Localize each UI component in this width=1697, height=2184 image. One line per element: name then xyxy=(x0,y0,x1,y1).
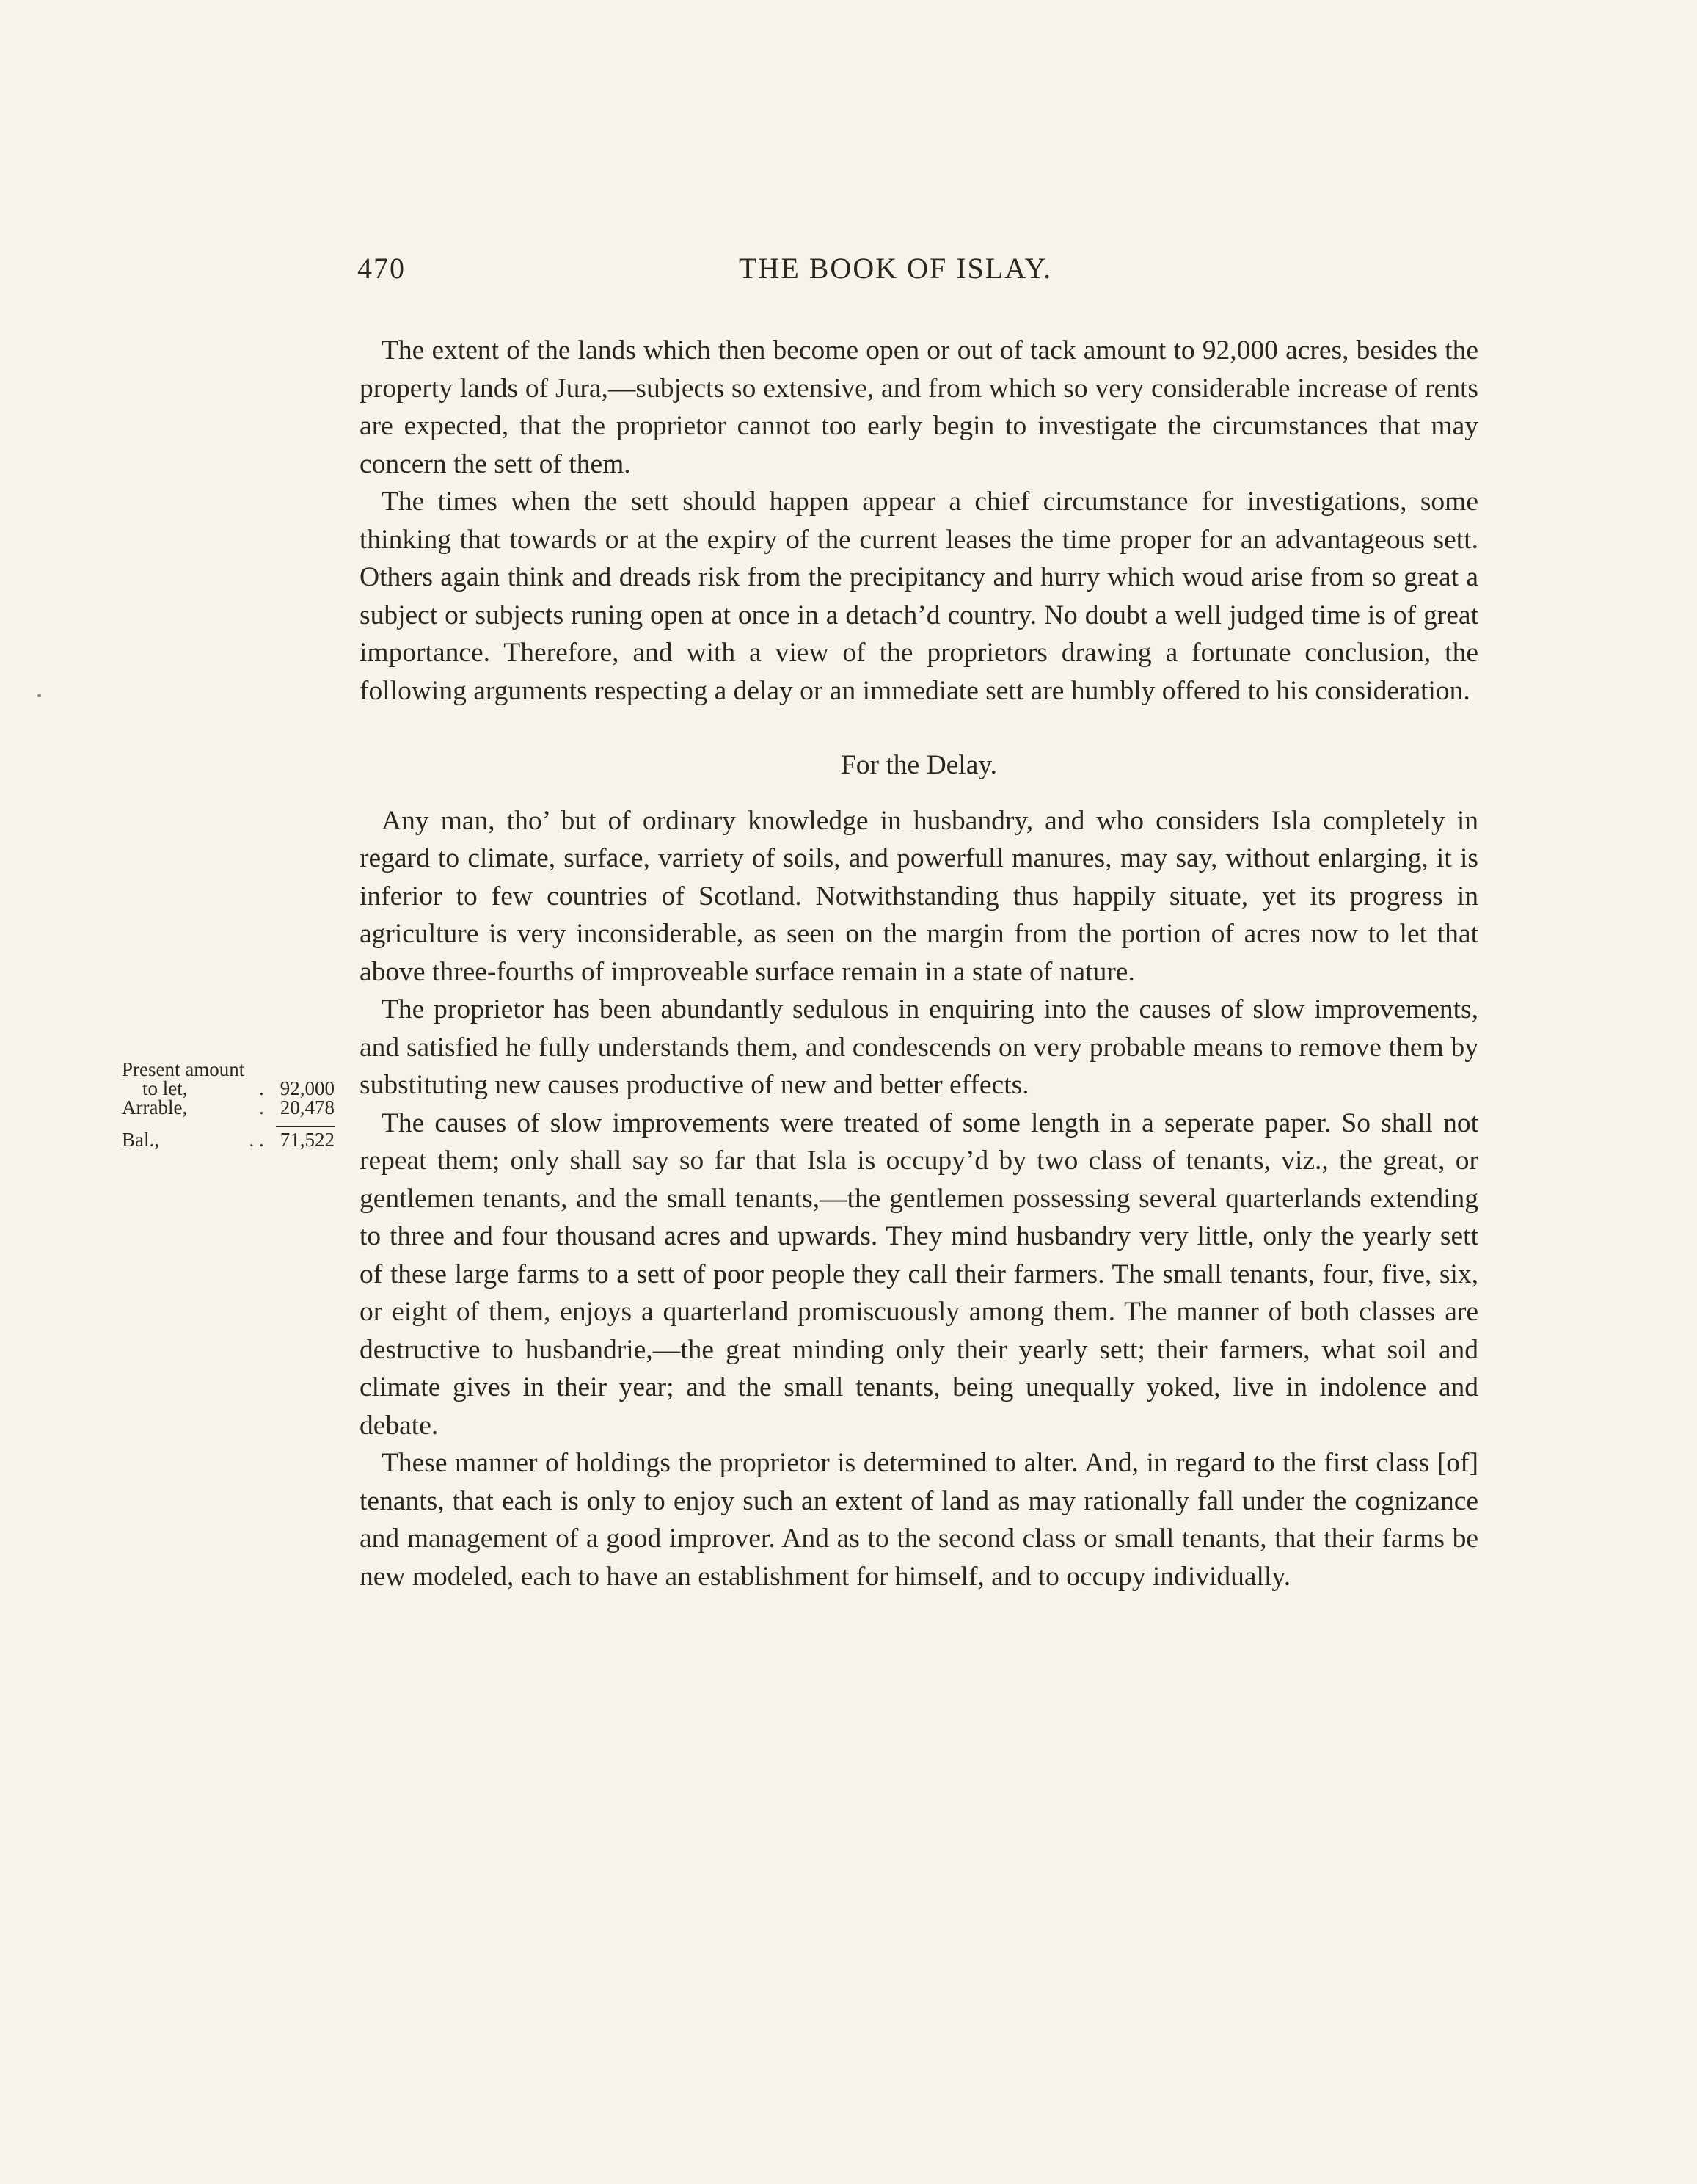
margin-note-row xyxy=(122,1079,335,1098)
paragraph: The times when the sett should happen appear a chief circumstance for investigations, some thinking that towards or at the expiry of the current leases the time proper for an advantageous sett. Others again think and dreads risk from the precipitancy and hurry which woud arise from so great a subject or subjects runing open at once in a detach’d country. No doubt a well judged time is of great importance. Therefore, and with a view of the proprietors drawing a fortunate conclusion, the following arguments respecting a delay or an immediate sett are humbly offered to his consideration. xyxy=(360,487,1478,706)
paragraph: The causes of slow improvements were treated of some length in a seperate paper. So shall not repeat them; only shall say so far that Isla is occupy’d by two class of tenants, viz., the great, or gentlemen tenants, and the small tenants,—the gentlemen possessing several quarterlands extending to three and four thousand acres and upwards. They mind husbandry very little, only the yearly sett of these large farms to a sett of poor people they call their farmers. The small tenants, four, five, six, or eight of them, enjoys a quarterland promiscuously among them. The manner of both classes are destructive to husbandrie,—the great minding only their yearly sett; their farmers, what soil and climate gives in their year; and the small tenants, being unequally yoked, live in indolence and debate. xyxy=(360,1107,1478,1441)
margin-note-heading: Present amount xyxy=(122,1058,245,1080)
margin-note-balance xyxy=(122,1130,335,1149)
margin-note-value: 71,522 xyxy=(280,1129,335,1151)
paragraph: These manner of holdings the proprietor is determined to alter. And, in regard to the first class [of] tenants, that each is only to enjoy such an extent of land as may rationally fall under the cognizance and management of a good improver. And as to the second class or small tenants, that their farms be new modeled, each to have an establishment for himself, and to occupy individually. xyxy=(360,1448,1478,1592)
main-text xyxy=(360,332,1478,1595)
margin-mark xyxy=(37,694,41,697)
margin-note-dots: . . xyxy=(249,1129,264,1151)
paragraph: The extent of the lands which then become open or out of tack amount to 92,000 acres, besides the property lands of Jura,—subjects so extensive, and from which so very considerable increase of rents are expected, that the proprietor cannot too early begin to investigate the circumstances that may concern the sett of them. xyxy=(360,335,1478,479)
book-title: THE BOOK OF ISLAY. xyxy=(739,252,1053,285)
margin-note-rule xyxy=(276,1126,335,1127)
margin-note-dots: . xyxy=(259,1096,264,1118)
paragraph: Any man, tho’ but of ordinary knowledge in husbandry, and who considers Isla completely in regard to climate, surface, varriety of soils, and powerfull manures, may say, without enlarging, it is inferior to few countries of Scotland. Notwithstanding thus happily situate, yet its progress in agriculture is very inconsiderable, as seen on the margin from the portion of acres now to let that above three-fourths of improveable surface remain in a state of nature. xyxy=(360,805,1478,987)
running-head xyxy=(357,251,1480,295)
margin-note-label: to let, xyxy=(142,1077,188,1099)
margin-note-label: Bal., xyxy=(122,1129,159,1151)
margin-note-dots: . xyxy=(259,1077,264,1099)
page-number: 470 xyxy=(357,252,406,285)
paragraph: The proprietor has been abundantly sedulous in enquiring into the causes of slow improvements, and satisfied he fully understands them, and condescends on very probable means to remove them by substituting new causes productive of new and better effects. xyxy=(360,994,1478,1100)
section-heading: For the Delay. xyxy=(840,750,998,780)
margin-note-value: 20,478 xyxy=(280,1096,335,1118)
margin-note-row xyxy=(122,1098,335,1117)
margin-note-value: 92,000 xyxy=(280,1077,335,1099)
margin-note-label: Arrable, xyxy=(122,1096,188,1118)
margin-note xyxy=(122,1060,335,1149)
